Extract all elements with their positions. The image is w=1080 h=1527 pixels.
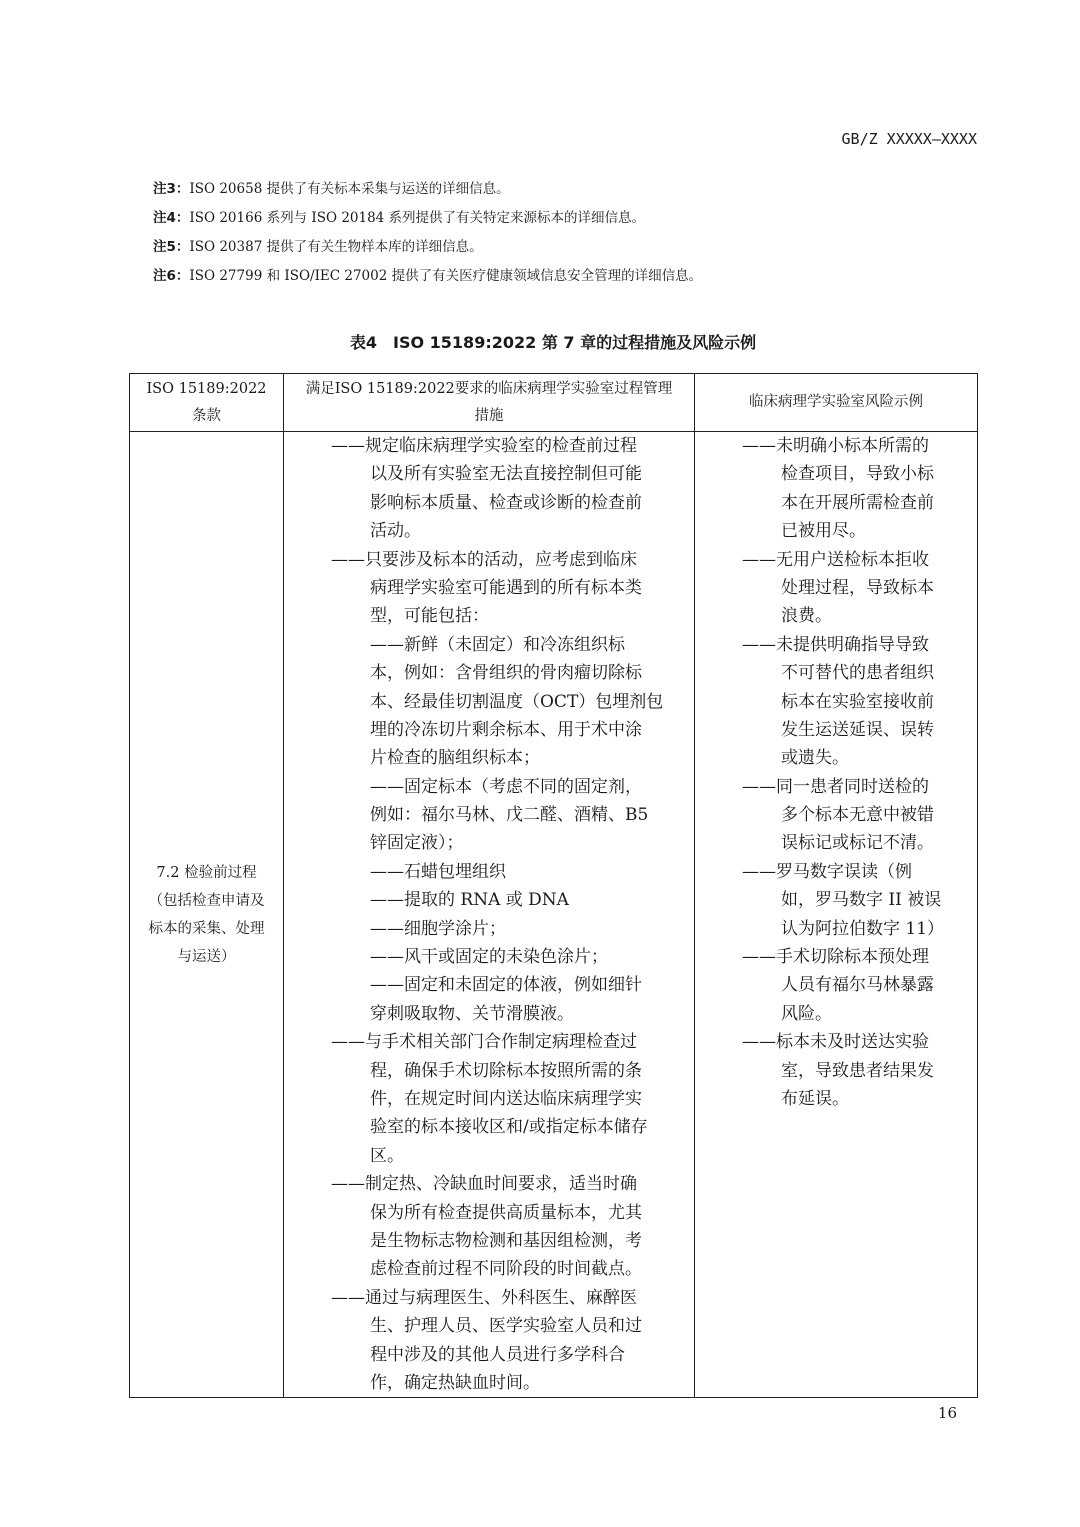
clause-cell: [130, 432, 284, 1398]
risk-line: 或遗失。: [781, 748, 849, 769]
note-5: [153, 235, 702, 264]
clause-line: 与运送）: [177, 948, 236, 965]
risk-line: 认为阿拉伯数字 11）: [781, 918, 945, 939]
risk-line: 不可替代的患者组织: [781, 663, 934, 684]
measure-line: 以及所有实验室无法直接控制但可能: [370, 464, 642, 485]
risk-line: 本在开展所需检查前: [781, 492, 934, 513]
risk-line: ——标本未及时送达实验: [742, 1032, 929, 1053]
measure-line: ——只要涉及标本的活动，应考虑到临床: [331, 549, 637, 570]
risk-line: 误标记或标记不清。: [781, 833, 934, 854]
measure-line: 是生物标志物检测和基因组检测，考: [370, 1230, 642, 1251]
document-code: GB/Z XXXXX—XXXX: [841, 130, 977, 148]
header-clause-line-2: 条款: [192, 407, 221, 424]
table-title: 表4 ISO 15189:2022 第 7 章的过程措施及风险示例: [349, 333, 757, 352]
note-label: 注3：: [153, 181, 190, 197]
measure-line: 病理学实验室可能遇到的所有标本类: [370, 577, 642, 598]
measures-cell: [284, 432, 695, 1398]
header-risks: [695, 374, 978, 432]
measure-line: 件，在规定时间内送达临床病理学实: [370, 1088, 642, 1109]
clause-line: （包括检查申请及: [148, 892, 265, 909]
note-text: ISO 20387 提供了有关生物样本库的详细信息。: [189, 239, 483, 255]
measure-line: 活动。: [370, 521, 421, 542]
measure-line: 本，例如：含骨组织的骨肉瘤切除标: [370, 663, 642, 684]
page-number: 16: [937, 1404, 957, 1422]
risk-line: ——未提供明确指导导致: [742, 634, 929, 655]
measure-line: ——规定临床病理学实验室的检查前过程: [331, 436, 637, 456]
header-measures-line-2: 措施: [474, 407, 504, 424]
risks-cell: [695, 432, 978, 1398]
risk-line: ——同一患者同时送检的: [742, 776, 929, 797]
clause-line: 标本的采集、处理: [148, 920, 265, 937]
note-text: ISO 20658 提供了有关标本采集与运送的详细信息。: [189, 181, 510, 197]
measure-line: ——提取的 RNA 或 DNA: [370, 890, 569, 911]
risk-line: 布延误。: [781, 1088, 849, 1109]
note-4: [153, 206, 702, 235]
measure-line: 锌固定液）；: [370, 833, 464, 854]
note-label: 注5：: [153, 239, 190, 255]
risk-line: 发生运送延误、误转: [781, 719, 934, 740]
measure-line: 程，确保手术切除标本按照所需的条: [370, 1060, 642, 1081]
measure-line: ——通过与病理医生、外科医生、麻醉医: [331, 1287, 637, 1308]
header-risks-line-1: 临床病理学实验室风险示例: [749, 394, 923, 410]
risk-line: 风险。: [781, 1003, 832, 1024]
measure-line: 生、护理人员、医学实验室人员和过: [370, 1316, 642, 1337]
measure-line: ——细胞学涂片；: [370, 918, 506, 939]
measure-line: 程中涉及的其他人员进行多学科合: [370, 1344, 625, 1365]
measure-line: 片检查的脑组织标本；: [370, 748, 540, 769]
risk-line: 如，罗马数字 II 被误: [781, 890, 942, 911]
measure-line: 虑检查前过程不同阶段的时间截点。: [370, 1259, 642, 1280]
note-text: ISO 27799 和 ISO/IEC 27002 提供了有关医疗健康领域信息安全管理的详细信息。: [189, 268, 703, 284]
clause-line: 7.2 检验前过程: [156, 864, 257, 881]
measure-line: 例如：福尔马林、戊二醛、酒精、B5: [370, 805, 649, 826]
measure-line: 穿刺吸取物、关节滑膜液。: [370, 1003, 574, 1024]
measure-line: ——新鲜（未固定）和冷冻组织标: [370, 634, 625, 655]
measure-line: ——制定热、冷缺血时间要求，适当时确: [331, 1174, 637, 1195]
note-label: 注6：: [153, 268, 190, 284]
measure-line: ——固定和未固定的体液，例如细针: [370, 975, 642, 996]
table-row: [130, 432, 978, 1398]
risk-line: ——未明确小标本所需的: [742, 436, 929, 456]
process-risk-table: [129, 373, 978, 1398]
risk-line: 浪费。: [781, 606, 832, 627]
risk-line: 标本在实验室接收前: [781, 691, 934, 712]
note-text: ISO 20166 系列与 ISO 20184 系列提供了有关特定来源标本的详细信息。: [189, 210, 646, 226]
measure-line: 本、经最佳切割温度（OCT）包埋剂包: [370, 691, 664, 712]
table-header-row: [130, 374, 978, 432]
measure-line: ——风干或固定的未染色涂片；: [370, 947, 608, 968]
measure-line: 保为所有检查提供高质量标本，尤其: [370, 1202, 642, 1223]
note-label: 注4：: [153, 210, 190, 226]
header-measures: [284, 374, 695, 432]
header-clause-line-1: ISO 15189:2022: [146, 380, 267, 397]
measure-line: ——与手术相关部门合作制定病理检查过: [331, 1032, 637, 1053]
measure-line: ——固定标本（考虑不同的固定剂，: [370, 776, 642, 797]
measure-line: 区。: [370, 1145, 404, 1166]
measure-line: 埋的冷冻切片剩余标本、用于术中涂: [370, 719, 642, 740]
risk-line: 处理过程，导致标本: [781, 577, 934, 598]
risk-line: ——手术切除标本预处理: [742, 947, 929, 968]
note-3: [153, 177, 702, 206]
risk-line: 已被用尽。: [781, 521, 866, 542]
measure-line: 影响标本质量、检查或诊断的检查前: [370, 492, 642, 513]
risk-line: ——罗马数字误读（例: [742, 861, 912, 882]
risk-line: 多个标本无意中被错: [781, 805, 934, 826]
risk-line: ——无用户送检标本拒收: [742, 549, 929, 570]
note-6: [153, 264, 702, 293]
risk-line: 检查项目，导致小标: [781, 464, 934, 485]
measure-line: 验室的标本接收区和/或指定标本储存: [370, 1117, 648, 1138]
risk-line: 室，导致患者结果发: [781, 1060, 934, 1081]
notes-section: [153, 177, 702, 293]
header-measures-line-1: 满足ISO 15189:2022要求的临床病理学实验室过程管理: [305, 380, 673, 397]
header-clause: [130, 374, 284, 432]
measure-line: 作，确定热缺血时间。: [370, 1372, 540, 1393]
risk-line: 人员有福尔马林暴露: [781, 975, 934, 996]
measure-line: ——石蜡包埋组织: [370, 861, 506, 882]
measure-line: 型，可能包括：: [370, 606, 489, 627]
